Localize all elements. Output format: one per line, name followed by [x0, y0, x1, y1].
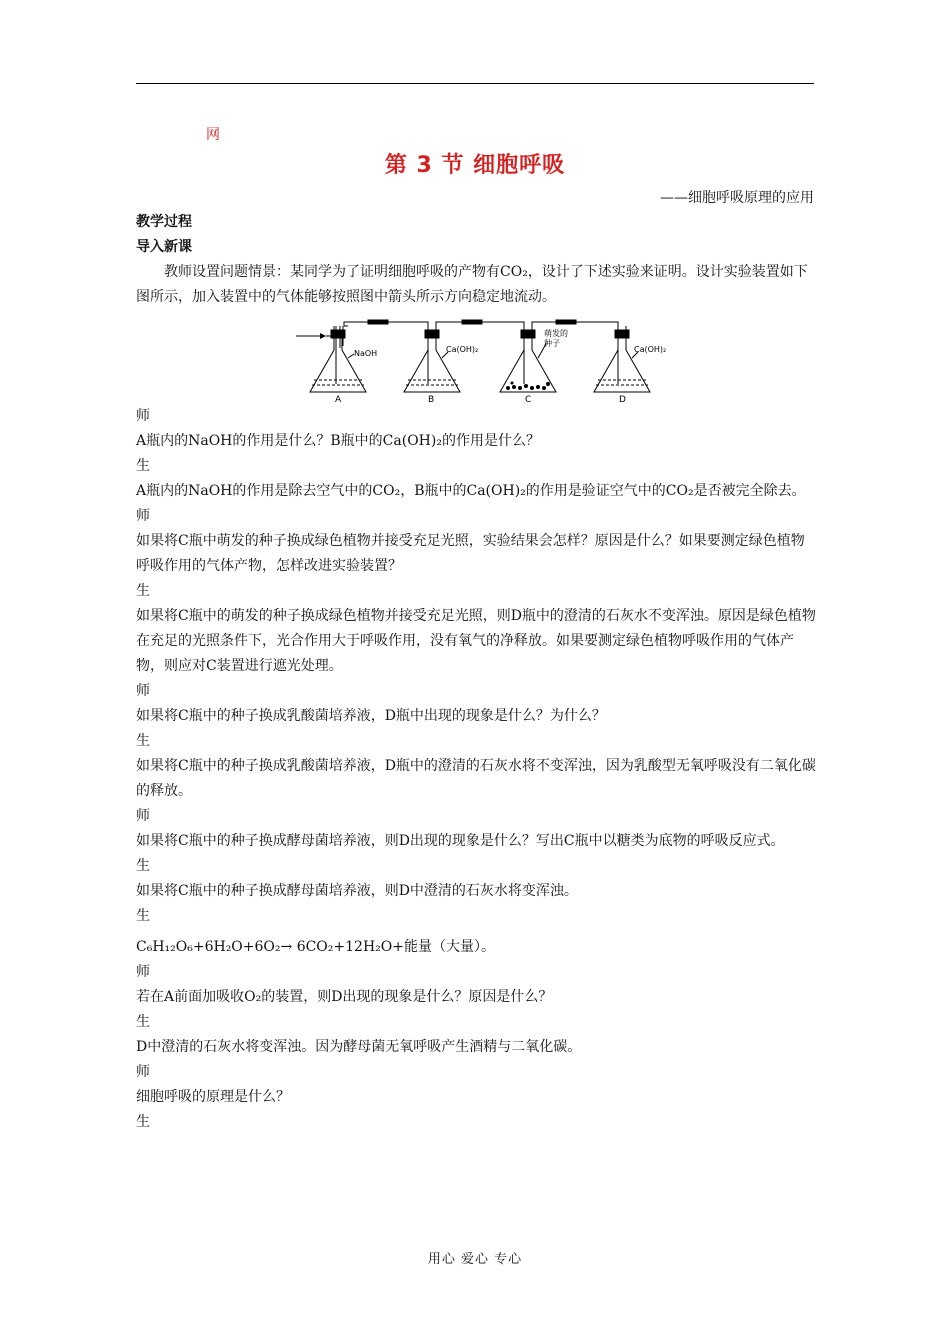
page-footer: 用心 爱心 专心 [427, 1252, 523, 1267]
flask-b [404, 326, 460, 392]
document-body [136, 210, 816, 1135]
apparatus-figure [296, 318, 676, 404]
speaker-label: 师 [136, 683, 150, 699]
inlet-arrow [296, 333, 326, 339]
dialogue-text: 如果将C瓶中萌发的种子换成绿色植物并接受充足光照，实验结果会怎样？原因是什么？如果要测定绿色植物呼吸作用的气体产物，怎样改进实验装置？ [136, 533, 805, 574]
intro-paragraph: 教师设置问题情景：某同学为了证明细胞呼吸的产物有CO₂，设计了下述实验来证明。设计实验装置如下图所示，加入装置中的气体能够按照图中箭头所示方向稳定地流动。 [136, 264, 808, 305]
dialogue-text: 细胞呼吸的原理是什么？ [136, 1089, 290, 1105]
page-title: 第 3 节 细胞呼吸 [384, 153, 566, 178]
dialogue-text: 如果将C瓶中的种子换成酵母菌培养液，则D中澄清的石灰水将变浑浊。 [136, 883, 578, 899]
flask-a-reagent-label: NaOH [354, 349, 378, 358]
speaker-label: 生 [136, 1014, 150, 1030]
speaker-label: 生 [136, 1114, 150, 1130]
dialogue-text: 如果将C瓶中的种子换成酵母菌培养液，则D出现的现象是什么？写出C瓶中以糖类为底物的呼吸反应式。 [136, 833, 785, 849]
speaker-label: 师 [136, 508, 150, 524]
flask-a-label: A [335, 395, 342, 404]
dialogue-text: 若在A前面加吸收O₂的装置，则D出现的现象是什么？原因是什么？ [136, 989, 553, 1005]
flask-d-label: D [619, 395, 626, 404]
flask-d-reagent-label: Ca(OH)₂ [634, 345, 667, 354]
speaker-label: 师 [136, 408, 150, 424]
speaker-label: 生 [136, 858, 150, 874]
connecting-tubes [326, 320, 618, 348]
flask-c-label: C [525, 395, 532, 404]
flask-c-label-line2: 种子 [544, 339, 560, 348]
watermark-mark: 网 [206, 127, 220, 143]
seeds-icon [506, 382, 550, 391]
header-rule [136, 83, 814, 84]
section-heading-process: 教学过程 [136, 214, 192, 230]
dialogue-text: 如果将C瓶中的种子换成乳酸菌培养液，D瓶中的澄清的石灰水将不变浑浊，因为乳酸型无氧呼吸没有二氧化碳的释放。 [136, 758, 816, 799]
flask-d [594, 326, 650, 392]
speaker-label: 生 [136, 583, 150, 599]
dialogue-text: A瓶内的NaOH的作用是除去空气中的CO₂，B瓶中的Ca(OH)₂的作用是验证空气中的CO₂是否被完全除去。 [136, 483, 806, 499]
page-subtitle: ——细胞呼吸原理的应用 [660, 190, 814, 206]
speaker-label: 生 [136, 908, 150, 924]
dialogue-text: 如果将C瓶中的萌发的种子换成绿色植物并接受充足光照，则D瓶中的澄清的石灰水不变浑浊。原因是绿色植物在充足的光照条件下，光合作用大于呼吸作用，没有氧气的净释放。如果要测定绿色植物呼吸作用的气体产物，则应对C装置进行遮光处理。 [136, 608, 816, 674]
speaker-label: 师 [136, 808, 150, 824]
section-heading-intro: 导入新课 [136, 239, 192, 255]
dialogue-text: A瓶内的NaOH的作用是什么？B瓶中的Ca(OH)₂的作用是什么？ [136, 433, 540, 449]
flask-b-label: B [428, 395, 435, 404]
speaker-label: 生 [136, 733, 150, 749]
flask-c-label-line1: 萌发的 [544, 329, 568, 338]
reaction-equation: C₆H₁₂O₆+6H₂O+6O₂→ 6CO₂+12H₂O+能量（大量）。 [136, 939, 495, 955]
dialogue [136, 404, 816, 1135]
speaker-label: 师 [136, 1064, 150, 1080]
dialogue-text: D中澄清的石灰水将变浑浊。因为酵母菌无氧呼吸产生酒精与二氧化碳。 [136, 1039, 582, 1055]
dialogue-text: 如果将C瓶中的种子换成乳酸菌培养液，D瓶中出现的现象是什么？为什么？ [136, 708, 606, 724]
flask-b-reagent-label: Ca(OH)₂ [446, 345, 479, 354]
speaker-label: 生 [136, 458, 150, 474]
speaker-label: 师 [136, 964, 150, 980]
